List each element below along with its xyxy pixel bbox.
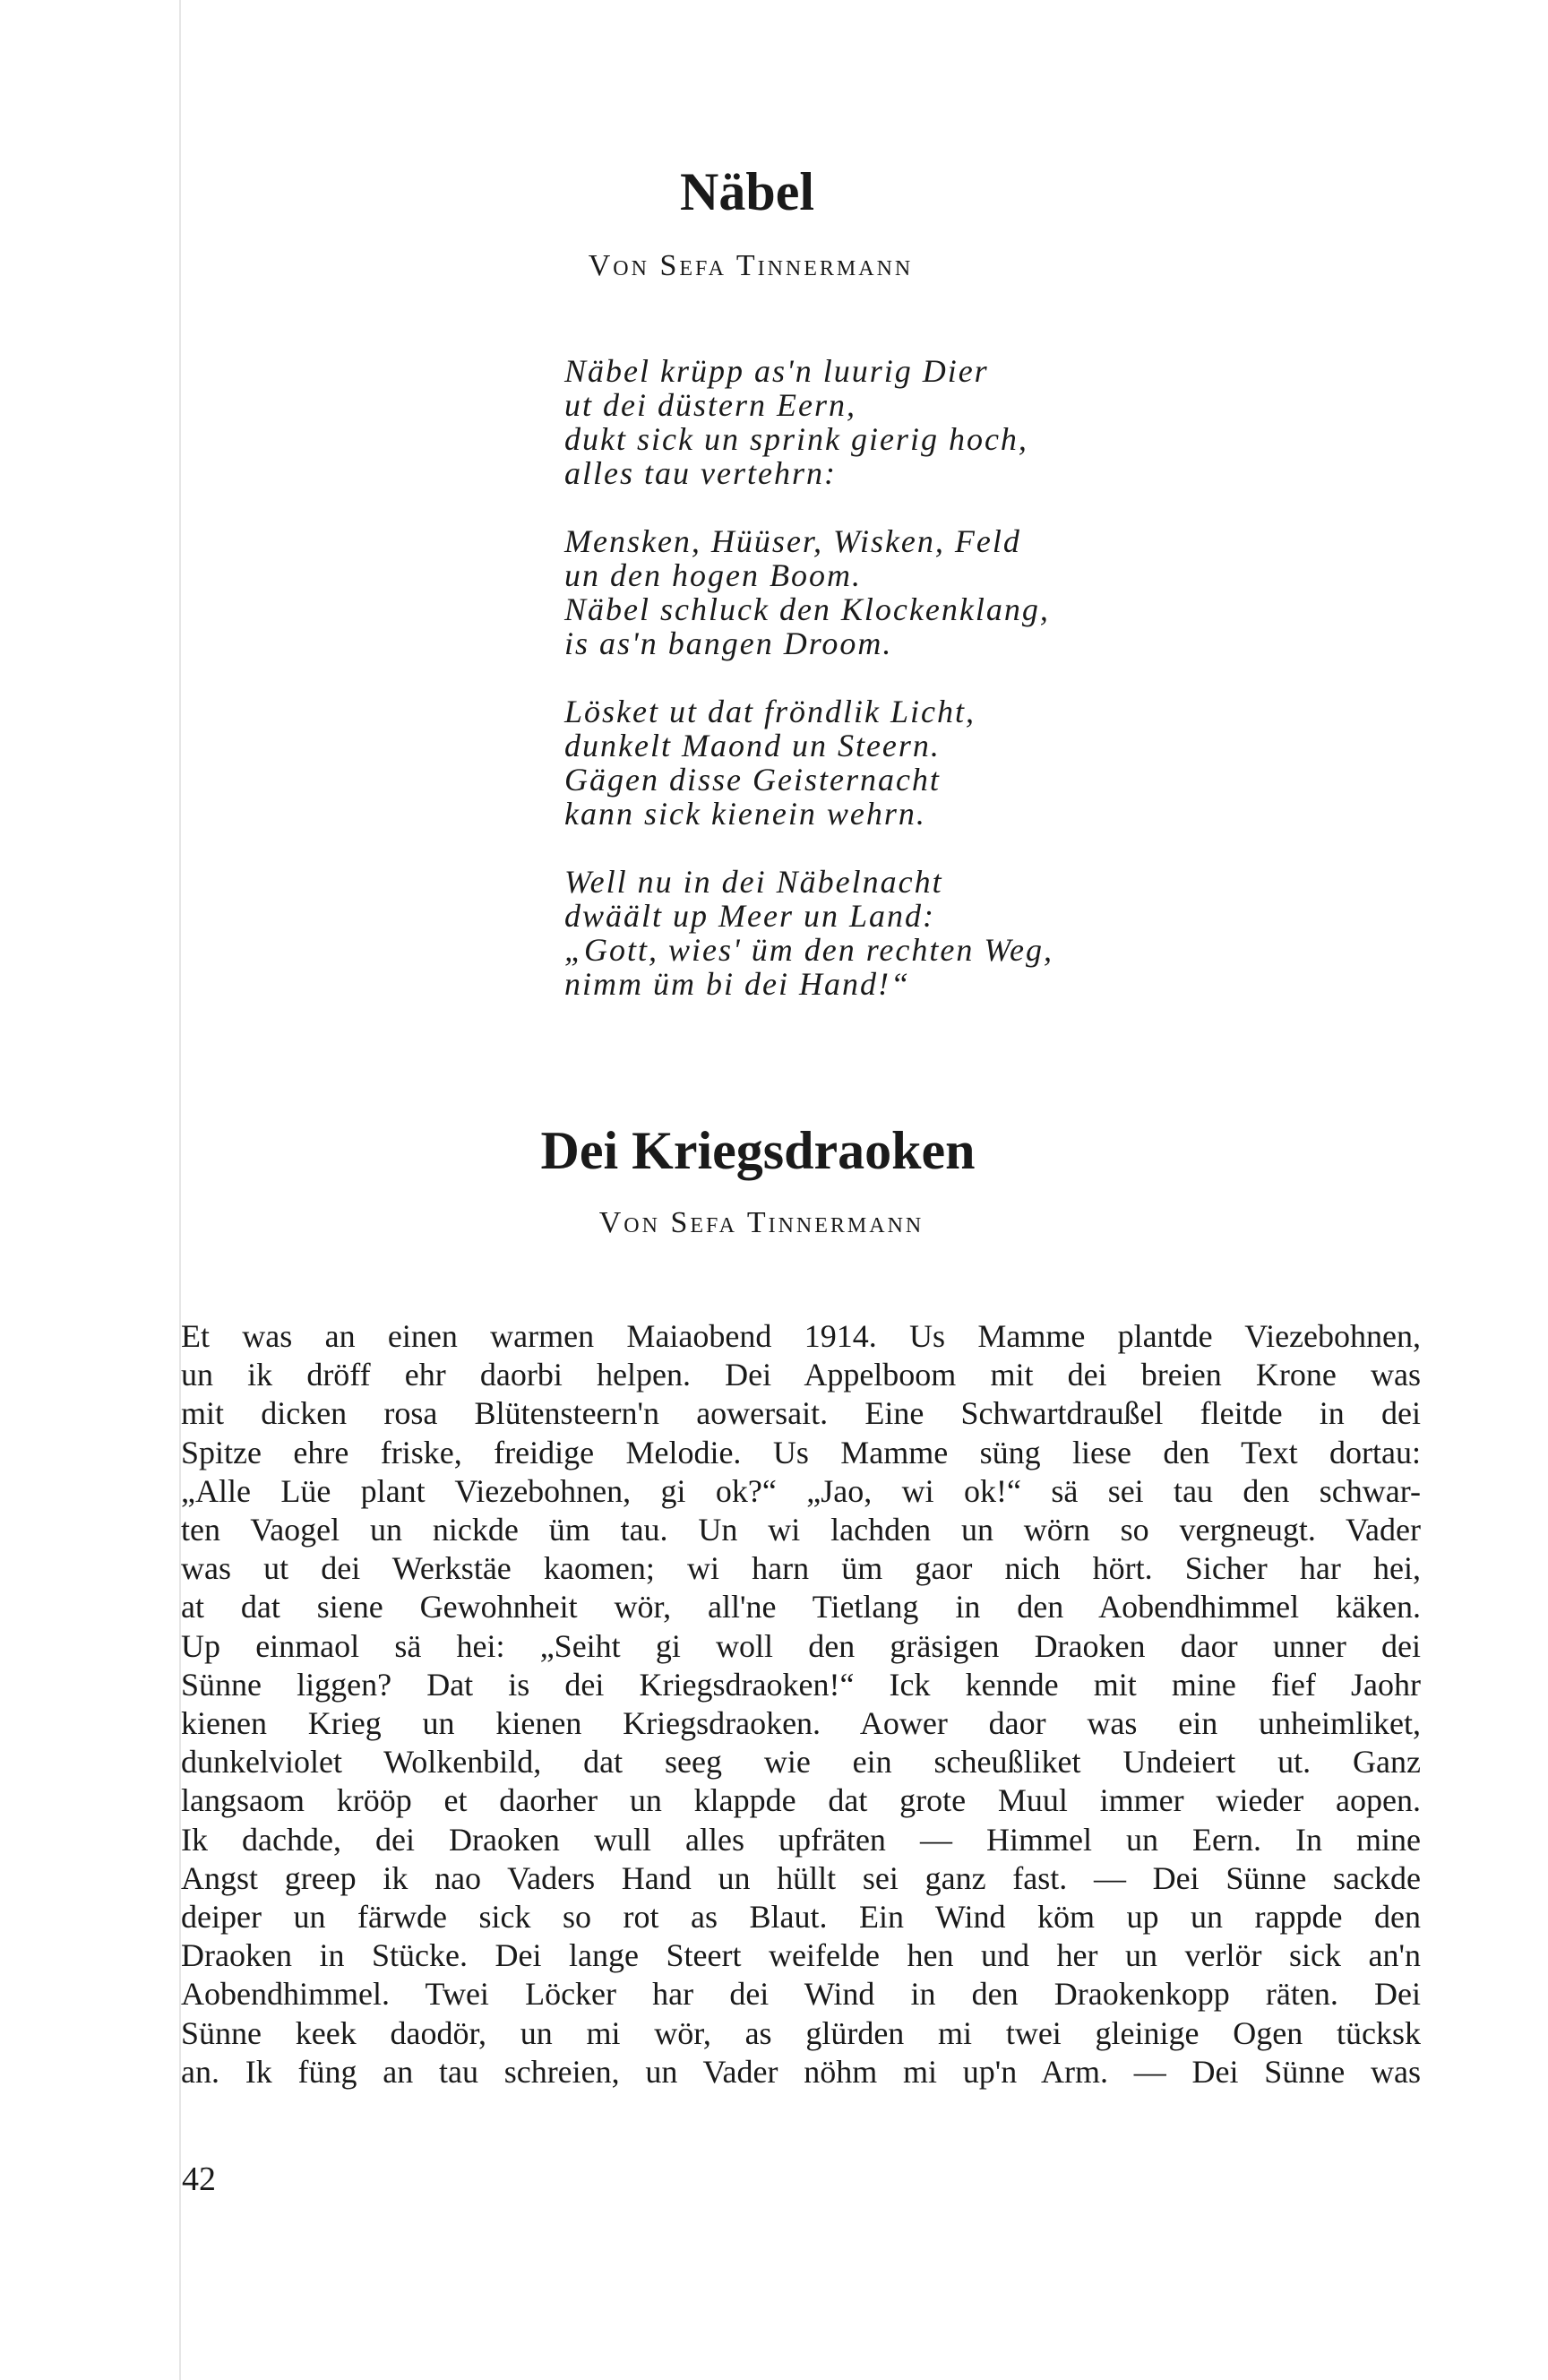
poem-line: Näbel krüpp as'n luurig Dier [564,353,989,389]
poem-line: dwäält up Meer un Land: [564,898,935,934]
poem-stanza [564,865,1281,1001]
poem-stanza [564,694,1281,831]
poem-line: dunkelt Maond un Steern. [564,728,941,763]
poem-author: Von Sefa Tinnermann [588,249,914,282]
story-line: Spitze ehre friske, freidige Melodie. Us Mamme süng liese den Text dortau: [181,1434,1421,1470]
poem-line: Näbel schluck den Klockenklang, [564,591,1050,627]
story-line: „Alle Lüe plant Viezebohnen, gi ok?“ „Jao, wi ok!“ sä sei tau den schwar- [181,1472,1421,1509]
poem-line: Gägen disse Geisternacht [564,762,941,798]
story-line: an. Ik füng an tau schreien, un Vader nöhm mi up'n Arm. — Dei Sünne was [181,2053,1421,2090]
poem-title: Näbel [680,162,814,221]
story-body [181,1317,1421,2091]
story-line: Sünne keek daodör, un mi wör, as glürden mi twei gleinige Ogen tücksk [181,2014,1421,2051]
story-title: Dei Kriegsdraoken [540,1121,976,1180]
poem-line: dukt sick un sprink gierig hoch, [564,421,1028,457]
page-number: 42 [182,2160,216,2198]
poem-line: ut dei düstern Eern, [564,387,856,423]
story-line: mit dicken rosa Blütensteern'n aowersait. Eine Schwartdraußel fleitde in dei [181,1395,1421,1432]
story-line: Aobendhimmel. Twei Löcker har dei Wind in den Draokenkopp räten. Dei [181,1976,1421,2013]
story-line: at dat siene Gewohnheit wör, all'ne Tietlang in den Aobendhimmel käken. [181,1589,1421,1625]
poem-line: Mensken, Hüüser, Wisken, Feld [564,523,1021,559]
poem-body [564,354,1281,1035]
story-line: Ik dachde, dei Draoken wull alles upfräten — Himmel un Eern. In mine [181,1821,1421,1858]
story-line: ten Vaogel un nickde üm tau. Un wi lachden un wörn so vergneugt. Vader [181,1512,1421,1548]
poem-line: un den hogen Boom. [564,557,862,593]
story-line: Sünne liggen? Dat is dei Kriegsdraoken!“ Ick kennde mit mine fief Jaohr [181,1666,1421,1703]
poem-line: alles tau vertehrn: [564,455,837,491]
poem-line: Well nu in dei Näbelnacht [564,864,943,900]
story-line: Draoken in Stücke. Dei lange Steert weifelde hen und her un verlör sick an'n [181,1937,1421,1974]
poem-stanza [564,524,1281,660]
poem-line: nimm üm bi dei Hand!“ [564,966,910,1002]
poem-line: kann sick kienein wehrn. [564,796,926,832]
story-author: Von Sefa Tinnermann [598,1206,924,1239]
story-line: Angst greep ik nao Vaders Hand un hüllt sei ganz fast. — Dei Sünne sackde [181,1859,1421,1896]
poem-line: „Gott, wies' üm den rechten Weg, [564,932,1054,968]
story-line: kienen Krieg un kienen Kriegsdraoken. Aower daor was ein unheimliket, [181,1705,1421,1742]
poem-line: is as'n bangen Droom. [564,625,893,661]
story-line: dunkelviolet Wolkenbild, dat seeg wie ein scheußliket Undeiert ut. Ganz [181,1744,1421,1781]
story-line: un ik dröff ehr daorbi helpen. Dei Appelboom mit dei breien Krone was [181,1357,1421,1393]
story-line: deiper un färwde sick so rot as Blaut. Ein Wind köm up un rappde den [181,1899,1421,1936]
story-line: Up einmaol sä hei: „Seiht gi woll den gräsigen Draoken daor unner dei [181,1627,1421,1664]
poem-stanza [564,354,1281,490]
story-line: langsaom krööp et daorher un klappde dat grote Muul immer wieder aopen. [181,1782,1421,1819]
story-line: Et was an einen warmen Maiaobend 1914. Us Mamme plantde Viezebohnen, [181,1318,1421,1354]
story-line: was ut dei Werkstäe kaomen; wi harn üm gaor nich hört. Sicher har hei, [181,1550,1421,1587]
poem-line: Lösket ut dat fröndlik Licht, [564,694,976,729]
